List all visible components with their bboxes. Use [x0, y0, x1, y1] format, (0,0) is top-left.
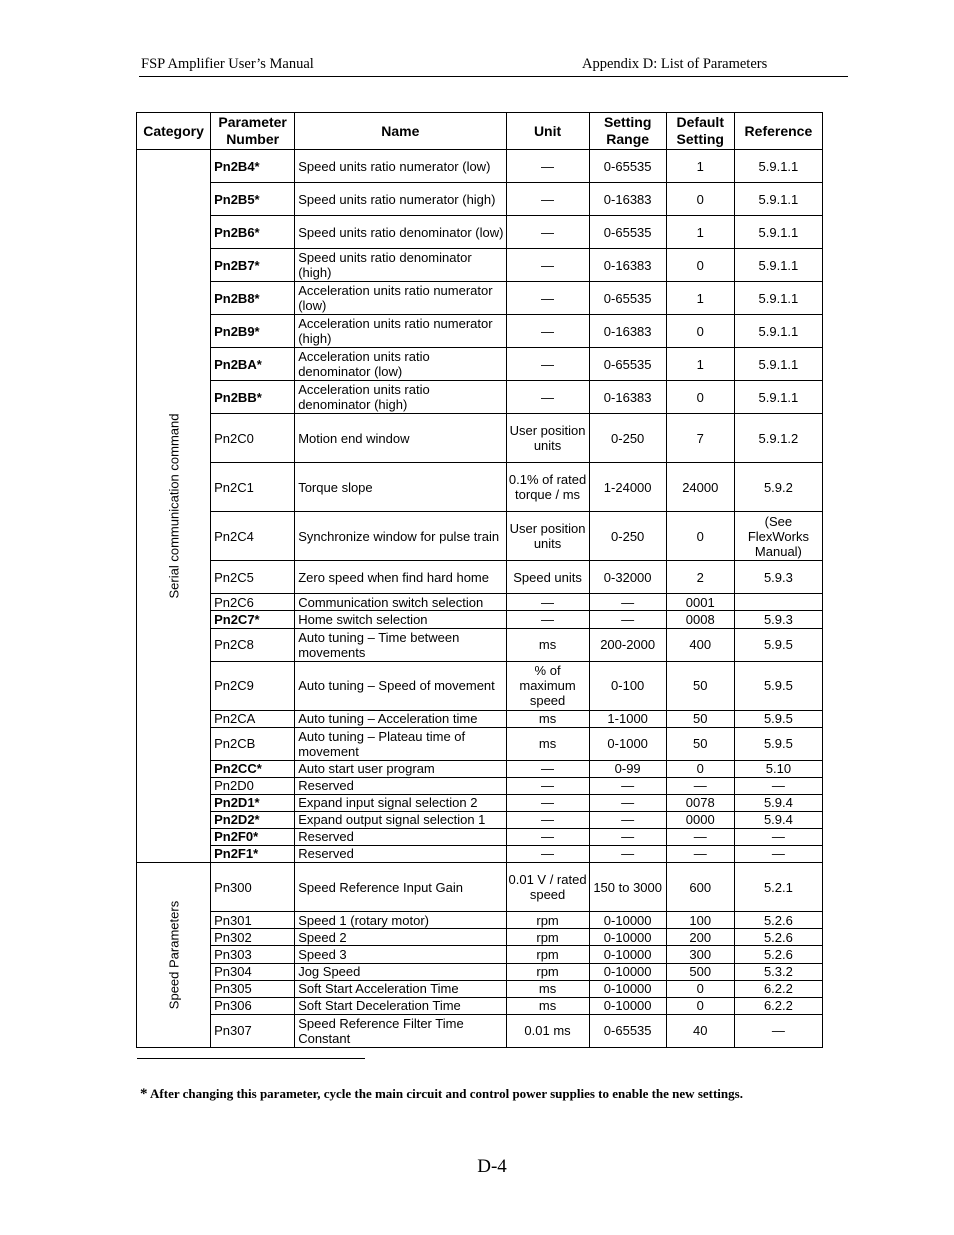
cell-num: Pn2CB [211, 727, 295, 760]
cell-ref: — [734, 845, 822, 862]
cell-unit: 0.01 V / rated speed [506, 863, 589, 912]
cell-range: 0-100 [589, 661, 666, 710]
cell-unit: — [506, 611, 589, 628]
cell-unit: — [506, 150, 589, 183]
cell-unit: ms [506, 980, 589, 997]
cell-name: Synchronize window for pulse train [295, 512, 506, 561]
cell-num: Pn2B8* [211, 282, 295, 315]
cell-num: Pn306 [211, 997, 295, 1014]
category-label: Speed Parameters [166, 900, 182, 1010]
parameter-table [136, 112, 823, 1048]
cell-unit: User position units [506, 512, 589, 561]
cell-unit: — [506, 760, 589, 777]
cell-name: Home switch selection [295, 611, 506, 628]
cell-ref: 6.2.2 [734, 980, 822, 997]
cell-name: Speed Reference Filter Time Constant [295, 1014, 506, 1047]
cell-num: Pn305 [211, 980, 295, 997]
table-row [137, 963, 823, 980]
cell-name: Torque slope [295, 463, 506, 512]
cell-ref: — [734, 828, 822, 845]
cell-default: 600 [666, 863, 734, 912]
cell-name: Reserved [295, 845, 506, 862]
cell-name: Speed 2 [295, 929, 506, 946]
table-row [137, 929, 823, 946]
cell-ref [734, 594, 822, 611]
cell-range: 0-10000 [589, 997, 666, 1014]
cell-num: Pn2F1* [211, 845, 295, 862]
cell-default: 0 [666, 512, 734, 561]
column-header: Name [295, 113, 506, 150]
cell-range: — [589, 611, 666, 628]
cell-default: — [666, 828, 734, 845]
cell-unit: ms [506, 710, 589, 727]
cell-num: Pn2D1* [211, 794, 295, 811]
cell-name: Auto tuning – Acceleration time [295, 710, 506, 727]
cell-num: Pn307 [211, 1014, 295, 1047]
cell-unit: — [506, 315, 589, 348]
cell-range: 1-24000 [589, 463, 666, 512]
cell-ref: — [734, 1014, 822, 1047]
cell-default: 0008 [666, 611, 734, 628]
table-row [137, 381, 823, 414]
cell-ref: 5.9.3 [734, 561, 822, 594]
cell-default: 0 [666, 315, 734, 348]
cell-default: — [666, 777, 734, 794]
table-row [137, 150, 823, 183]
cell-num: Pn2B9* [211, 315, 295, 348]
cell-range: 0-10000 [589, 912, 666, 929]
table-row [137, 216, 823, 249]
cell-ref: 5.2.6 [734, 929, 822, 946]
cell-unit: rpm [506, 963, 589, 980]
cell-default: 24000 [666, 463, 734, 512]
cell-range: 0-16383 [589, 249, 666, 282]
footnote [140, 1086, 743, 1103]
cell-range: 0-10000 [589, 946, 666, 963]
cell-name: Auto tuning – Plateau time of movement [295, 727, 506, 760]
table-body [137, 150, 823, 1048]
cell-unit: ms [506, 727, 589, 760]
cell-num: Pn2CC* [211, 760, 295, 777]
cell-ref: 5.9.1.1 [734, 381, 822, 414]
cell-range: 0-1000 [589, 727, 666, 760]
table-row [137, 1014, 823, 1047]
cell-name: Motion end window [295, 414, 506, 463]
cell-default: 0 [666, 249, 734, 282]
cell-num: Pn2B4* [211, 150, 295, 183]
cell-unit: — [506, 845, 589, 862]
cell-default: 0001 [666, 594, 734, 611]
cell-range: 0-65535 [589, 1014, 666, 1047]
cell-ref: — [734, 777, 822, 794]
cell-name: Speed units ratio denominator (high) [295, 249, 506, 282]
cell-name: Zero speed when find hard home [295, 561, 506, 594]
cell-ref: 5.9.5 [734, 661, 822, 710]
cell-name: Speed Reference Input Gain [295, 863, 506, 912]
footnote-text: After changing this parameter, cycle the main circuit and control power supplies to enable the new settings. [150, 1086, 743, 1101]
cell-name: Auto tuning – Speed of movement [295, 661, 506, 710]
cell-ref: 5.9.1.1 [734, 315, 822, 348]
cell-default: 50 [666, 727, 734, 760]
cell-ref: 5.10 [734, 760, 822, 777]
cell-default: 0078 [666, 794, 734, 811]
cell-range: 0-65535 [589, 348, 666, 381]
footnote-divider [137, 1058, 365, 1059]
cell-num: Pn2C8 [211, 628, 295, 661]
category-label: Serial communication command [166, 413, 182, 599]
page-header [139, 56, 848, 77]
cell-range: — [589, 594, 666, 611]
cell-unit: — [506, 794, 589, 811]
cell-num: Pn2D0 [211, 777, 295, 794]
cell-unit: — [506, 249, 589, 282]
table-row [137, 611, 823, 628]
cell-name: Soft Start Acceleration Time [295, 980, 506, 997]
cell-num: Pn2C7* [211, 611, 295, 628]
cell-name: Auto start user program [295, 760, 506, 777]
cell-default: 300 [666, 946, 734, 963]
cell-unit: — [506, 777, 589, 794]
table-row [137, 183, 823, 216]
cell-name: Acceleration units ratio numerator (high) [295, 315, 506, 348]
cell-default: 400 [666, 628, 734, 661]
cell-num: Pn2C0 [211, 414, 295, 463]
cell-range: 0-65535 [589, 282, 666, 315]
table-row [137, 594, 823, 611]
table-row [137, 845, 823, 862]
column-header: Parameter Number [211, 113, 295, 150]
cell-range: — [589, 828, 666, 845]
cell-unit: — [506, 811, 589, 828]
table-row [137, 946, 823, 963]
cell-default: 0 [666, 980, 734, 997]
cell-unit: 0.1% of rated torque / ms [506, 463, 589, 512]
cell-num: Pn2B6* [211, 216, 295, 249]
manual-title: FSP Amplifier User’s Manual [141, 56, 314, 72]
cell-default: 1 [666, 216, 734, 249]
cell-default: 0 [666, 760, 734, 777]
cell-unit: 0.01 ms [506, 1014, 589, 1047]
table-row [137, 661, 823, 710]
cell-default: 0000 [666, 811, 734, 828]
cell-num: Pn2C9 [211, 661, 295, 710]
category-cell [137, 150, 211, 863]
cell-num: Pn2BA* [211, 348, 295, 381]
cell-name: Speed units ratio numerator (high) [295, 183, 506, 216]
table-row [137, 249, 823, 282]
cell-default: 50 [666, 661, 734, 710]
table-row [137, 997, 823, 1014]
cell-ref: 5.9.1.1 [734, 348, 822, 381]
cell-ref: 5.9.1.1 [734, 249, 822, 282]
cell-ref: 5.9.1.1 [734, 282, 822, 315]
cell-num: Pn301 [211, 912, 295, 929]
cell-ref: 5.9.1.1 [734, 150, 822, 183]
table-row [137, 777, 823, 794]
table-row [137, 794, 823, 811]
cell-name: Acceleration units ratio denominator (low) [295, 348, 506, 381]
cell-num: Pn2BB* [211, 381, 295, 414]
table-row [137, 512, 823, 561]
cell-unit: — [506, 828, 589, 845]
cell-num: Pn300 [211, 863, 295, 912]
cell-ref: 5.2.6 [734, 912, 822, 929]
cell-num: Pn2F0* [211, 828, 295, 845]
cell-default: 0 [666, 997, 734, 1014]
table-row [137, 628, 823, 661]
cell-default: — [666, 845, 734, 862]
cell-ref: 5.2.1 [734, 863, 822, 912]
cell-ref: 5.9.4 [734, 811, 822, 828]
table-row [137, 414, 823, 463]
cell-unit: rpm [506, 946, 589, 963]
cell-range: 0-65535 [589, 150, 666, 183]
table-row [137, 811, 823, 828]
cell-default: 0 [666, 381, 734, 414]
footnote-marker: * [140, 1086, 148, 1102]
cell-range: — [589, 777, 666, 794]
cell-ref: 5.9.1.1 [734, 216, 822, 249]
cell-unit: — [506, 594, 589, 611]
cell-range: 0-10000 [589, 929, 666, 946]
cell-ref: 5.9.4 [734, 794, 822, 811]
cell-name: Communication switch selection [295, 594, 506, 611]
table-row [137, 760, 823, 777]
cell-unit: — [506, 183, 589, 216]
cell-default: 40 [666, 1014, 734, 1047]
cell-unit: rpm [506, 912, 589, 929]
table-row [137, 980, 823, 997]
cell-default: 200 [666, 929, 734, 946]
section-title: Appendix D: List of Parameters [582, 56, 768, 72]
cell-unit: Speed units [506, 561, 589, 594]
table-row [137, 348, 823, 381]
cell-range: — [589, 794, 666, 811]
cell-range: 0-16383 [589, 381, 666, 414]
cell-range: 0-250 [589, 414, 666, 463]
cell-unit: ms [506, 997, 589, 1014]
cell-ref: (See FlexWorks Manual) [734, 512, 822, 561]
table-row [137, 863, 823, 912]
cell-range: 0-250 [589, 512, 666, 561]
cell-range: 0-99 [589, 760, 666, 777]
cell-ref: 5.9.5 [734, 628, 822, 661]
cell-range: 0-10000 [589, 963, 666, 980]
cell-num: Pn2B5* [211, 183, 295, 216]
column-header: Unit [506, 113, 589, 150]
page-number: D-4 [477, 1156, 507, 1177]
column-header: Setting Range [589, 113, 666, 150]
cell-name: Acceleration units ratio denominator (high) [295, 381, 506, 414]
cell-ref: 5.9.5 [734, 710, 822, 727]
cell-ref: 5.9.1.2 [734, 414, 822, 463]
cell-name: Expand output signal selection 1 [295, 811, 506, 828]
cell-name: Auto tuning – Time between movements [295, 628, 506, 661]
cell-unit: — [506, 381, 589, 414]
table-row [137, 315, 823, 348]
table-row [137, 828, 823, 845]
cell-default: 50 [666, 710, 734, 727]
cell-num: Pn2B7* [211, 249, 295, 282]
cell-default: 0 [666, 183, 734, 216]
cell-ref: 5.9.1.1 [734, 183, 822, 216]
cell-range: 0-32000 [589, 561, 666, 594]
cell-num: Pn303 [211, 946, 295, 963]
cell-range: — [589, 811, 666, 828]
cell-num: Pn2D2* [211, 811, 295, 828]
cell-name: Speed 3 [295, 946, 506, 963]
cell-range: 0-16383 [589, 315, 666, 348]
cell-num: Pn2C5 [211, 561, 295, 594]
cell-unit: User position units [506, 414, 589, 463]
cell-range: 150 to 3000 [589, 863, 666, 912]
cell-num: Pn304 [211, 963, 295, 980]
cell-num: Pn2C1 [211, 463, 295, 512]
table-header-row [137, 113, 823, 150]
cell-range: 0-16383 [589, 183, 666, 216]
cell-default: 100 [666, 912, 734, 929]
cell-default: 1 [666, 150, 734, 183]
cell-default: 7 [666, 414, 734, 463]
table-row [137, 561, 823, 594]
column-header: Default Setting [666, 113, 734, 150]
cell-ref: 5.3.2 [734, 963, 822, 980]
cell-default: 2 [666, 561, 734, 594]
cell-num: Pn302 [211, 929, 295, 946]
cell-name: Speed units ratio numerator (low) [295, 150, 506, 183]
table-row [137, 463, 823, 512]
cell-num: Pn2C6 [211, 594, 295, 611]
cell-unit: ms [506, 628, 589, 661]
cell-default: 1 [666, 282, 734, 315]
cell-ref: 5.9.5 [734, 727, 822, 760]
cell-range: 200-2000 [589, 628, 666, 661]
cell-range: 0-10000 [589, 980, 666, 997]
table-row [137, 710, 823, 727]
cell-ref: 5.2.6 [734, 946, 822, 963]
column-header: Reference [734, 113, 822, 150]
cell-name: Expand input signal selection 2 [295, 794, 506, 811]
table-row [137, 727, 823, 760]
cell-name: Reserved [295, 777, 506, 794]
cell-name: Reserved [295, 828, 506, 845]
cell-range: 1-1000 [589, 710, 666, 727]
column-header: Category [137, 113, 211, 150]
cell-unit: — [506, 348, 589, 381]
cell-num: Pn2CA [211, 710, 295, 727]
cell-unit: % of maximum speed [506, 661, 589, 710]
cell-unit: — [506, 282, 589, 315]
cell-num: Pn2C4 [211, 512, 295, 561]
cell-ref: 6.2.2 [734, 997, 822, 1014]
cell-ref: 5.9.2 [734, 463, 822, 512]
cell-name: Jog Speed [295, 963, 506, 980]
table-row [137, 282, 823, 315]
cell-name: Speed 1 (rotary motor) [295, 912, 506, 929]
cell-name: Speed units ratio denominator (low) [295, 216, 506, 249]
cell-unit: — [506, 216, 589, 249]
cell-default: 500 [666, 963, 734, 980]
cell-unit: rpm [506, 929, 589, 946]
cell-ref: 5.9.3 [734, 611, 822, 628]
cell-name: Acceleration units ratio numerator (low) [295, 282, 506, 315]
cell-range: — [589, 845, 666, 862]
cell-default: 1 [666, 348, 734, 381]
cell-name: Soft Start Deceleration Time [295, 997, 506, 1014]
table-row [137, 912, 823, 929]
category-cell [137, 863, 211, 1048]
cell-range: 0-65535 [589, 216, 666, 249]
